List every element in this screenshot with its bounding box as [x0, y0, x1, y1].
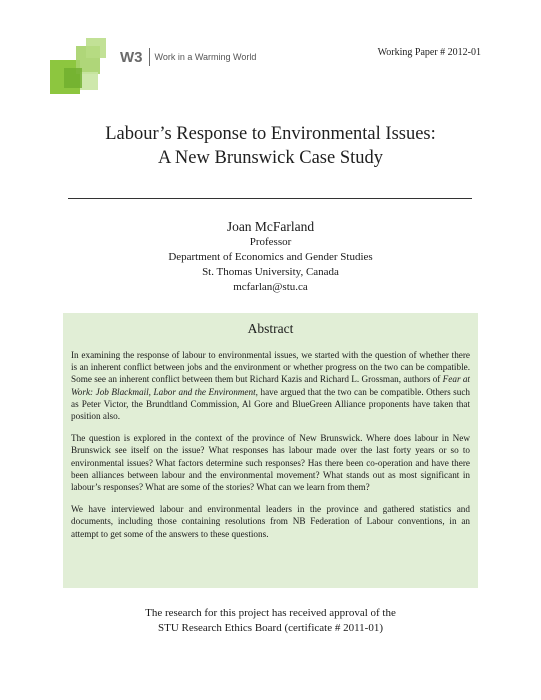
working-paper-number: Working Paper # 2012-01	[377, 47, 481, 58]
paper-title-line-1: Labour’s Response to Environmental Issues:	[105, 124, 436, 144]
abstract-p1-text-b: have argued that the two can be compatible. Others such as Peter Victor, the Brundtland Commission, Al Gore and BlueGreen Alliance proponents have taken that position also.	[71, 386, 471, 422]
author-role: Professor	[249, 236, 292, 248]
footer-line-2: STU Research Ethics Board (certificate # 2011-01)	[157, 622, 383, 634]
abstract-body	[71, 349, 470, 550]
paper-title	[0, 122, 541, 170]
footer-line-1: The research for this project has received approval of the	[145, 607, 396, 619]
author-university: St. Thomas University, Canada	[202, 266, 339, 278]
abstract-box	[63, 313, 478, 588]
author-block	[0, 218, 541, 295]
abstract-paragraph-2: The question is explored in the context of the province of New Brunswick. Where does labour in New Brunswick see itself on the issue? What responses has labour made over the last forty years or so to environmental issues? What factors determine such responses? Has there been co-operation and have there been alliances between labour and the environmental movement? What stands out as most significant in labour’s responses? What are some of the stories? What can we learn from them?	[71, 433, 470, 493]
brand-logo-text: W3	[120, 48, 143, 66]
author-email: mcfarlan@stu.ca	[233, 281, 308, 293]
brand-divider	[149, 48, 150, 66]
brand-tagline: Work in a Warming World	[154, 52, 257, 62]
abstract-p1-text-a: In examining the response of labour to environmental issues, we started with the question of whether there is an inherent conflict between jobs and the environment or whether progress on the two can be compatible. Some see an inherent conflict between them but Richard Kazis and Richard L. Grossman, authors of	[71, 350, 470, 385]
paper-title-line-2: A New Brunswick Case Study	[157, 148, 384, 168]
author-name: Joan McFarland	[226, 219, 315, 234]
title-divider	[68, 198, 472, 199]
abstract-paragraph-1	[71, 349, 470, 422]
logo-square-top	[86, 38, 106, 58]
ethics-approval-note	[0, 606, 541, 636]
logo-square-small	[80, 72, 98, 90]
author-department: Department of Economics and Gender Studies	[168, 251, 373, 263]
w3-logo	[50, 38, 110, 96]
logo-square-dark	[64, 68, 82, 88]
book-title: Fear at Work: Job Blackmail, Labor and the Environment,	[71, 374, 470, 397]
abstract-heading: Abstract	[247, 321, 294, 336]
brand	[120, 48, 256, 66]
abstract-paragraph-3: We have interviewed labour and environmental leaders in the province and gathered statistics and documents, including those containing resolutions from NB Federation of Labour conventions, in an attempt to get some of the answers to these questions.	[71, 504, 470, 539]
